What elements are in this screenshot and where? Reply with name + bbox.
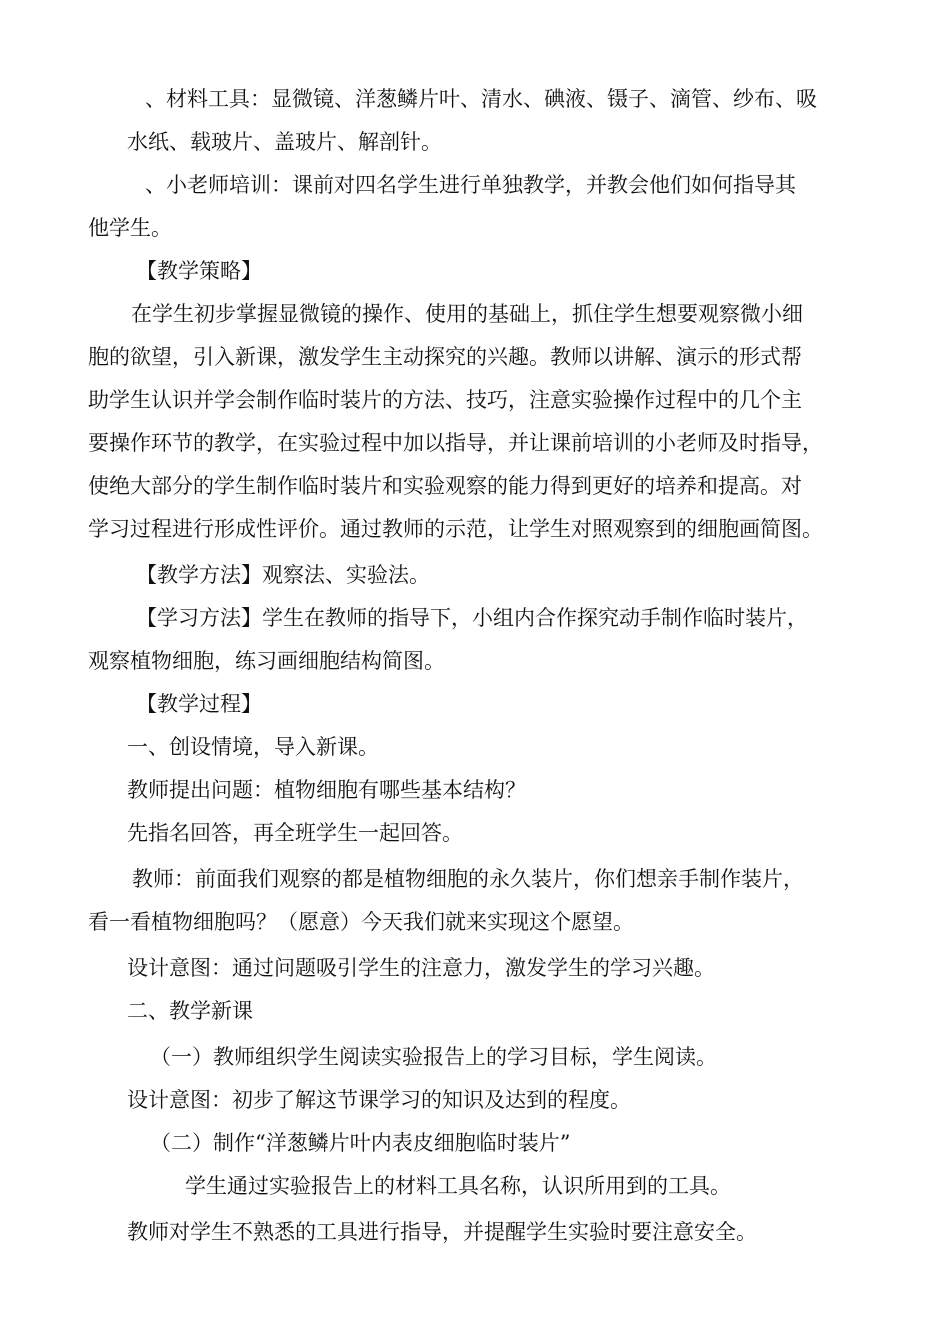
subsection-heading: 一、创设情境，导入新课。 (127, 735, 379, 759)
paragraph-line: 教师对学生不熟悉的工具进行指导，并提醒学生实验时要注意安全。 (127, 1220, 757, 1244)
paragraph-line: 助学生认识并学会制作临时装片的方法、技巧，注意实验操作过程中的几个主 (88, 388, 802, 412)
paragraph-line: 设计意图：初步了解这节课学习的知识及达到的程度。 (127, 1088, 631, 1112)
subsection-heading: 二、教学新课 (127, 999, 253, 1023)
paragraph-line: 先指名回答，再全班学生一起回答。 (127, 821, 463, 845)
paragraph-line: （一）教师组织学生阅读实验报告上的学习目标，学生阅读。 (150, 1045, 717, 1069)
paragraph-line: 要操作环节的教学，在实验过程中加以指导，并让课前培训的小老师及时指导， (88, 431, 823, 455)
section-heading: 【教学过程】 (136, 692, 262, 716)
paragraph-line: 设计意图：通过问题吸引学生的注意力，激发学生的学习兴趣。 (127, 956, 715, 980)
section-heading: 【教学方法】观察法、实验法。 (136, 563, 430, 587)
section-heading: 【教学策略】 (136, 259, 262, 283)
paragraph-line: 、小老师培训：课前对四名学生进行单独教学，并教会他们如何指导其 (145, 173, 796, 197)
paragraph-line: （二）制作“洋葱鳞片叶内表皮细胞临时装片” (150, 1131, 571, 1155)
paragraph-line: 教师：前面我们观察的都是植物细胞的永久装片，你们想亲手制作装片， (132, 867, 804, 891)
paragraph-line: 看一看植物细胞吗？（愿意）今天我们就来实现这个愿望。 (88, 910, 634, 934)
paragraph-line: 在学生初步掌握显微镜的操作、使用的基础上，抓住学生想要观察微小细 (131, 302, 803, 326)
paragraph-line: 学习过程进行形成性评价。通过教师的示范，让学生对照观察到的细胞画简图。 (88, 517, 823, 541)
paragraph-line: 他学生。 (88, 216, 172, 240)
paragraph-line: 使绝大部分的学生制作临时装片和实验观察的能力得到更好的培养和提高。对 (88, 474, 802, 498)
paragraph-line: 水纸、载玻片、盖玻片、解剖针。 (127, 130, 442, 154)
paragraph-line: 、材料工具：显微镜、洋葱鳞片叶、清水、碘液、镊子、滴管、纱布、吸 (145, 87, 817, 111)
paragraph-line: 学生通过实验报告上的材料工具名称，认识所用到的工具。 (185, 1174, 731, 1198)
paragraph-line: 教师提出问题：植物细胞有哪些基本结构？ (127, 778, 526, 802)
section-heading: 【学习方法】学生在教师的指导下，小组内合作探究动手制作临时装片， (136, 606, 808, 630)
paragraph-line: 胞的欲望，引入新课，激发学生主动探究的兴趣。教师以讲解、演示的形式帮 (88, 345, 802, 369)
paragraph-line: 观察植物细胞，练习画细胞结构简图。 (88, 649, 445, 673)
